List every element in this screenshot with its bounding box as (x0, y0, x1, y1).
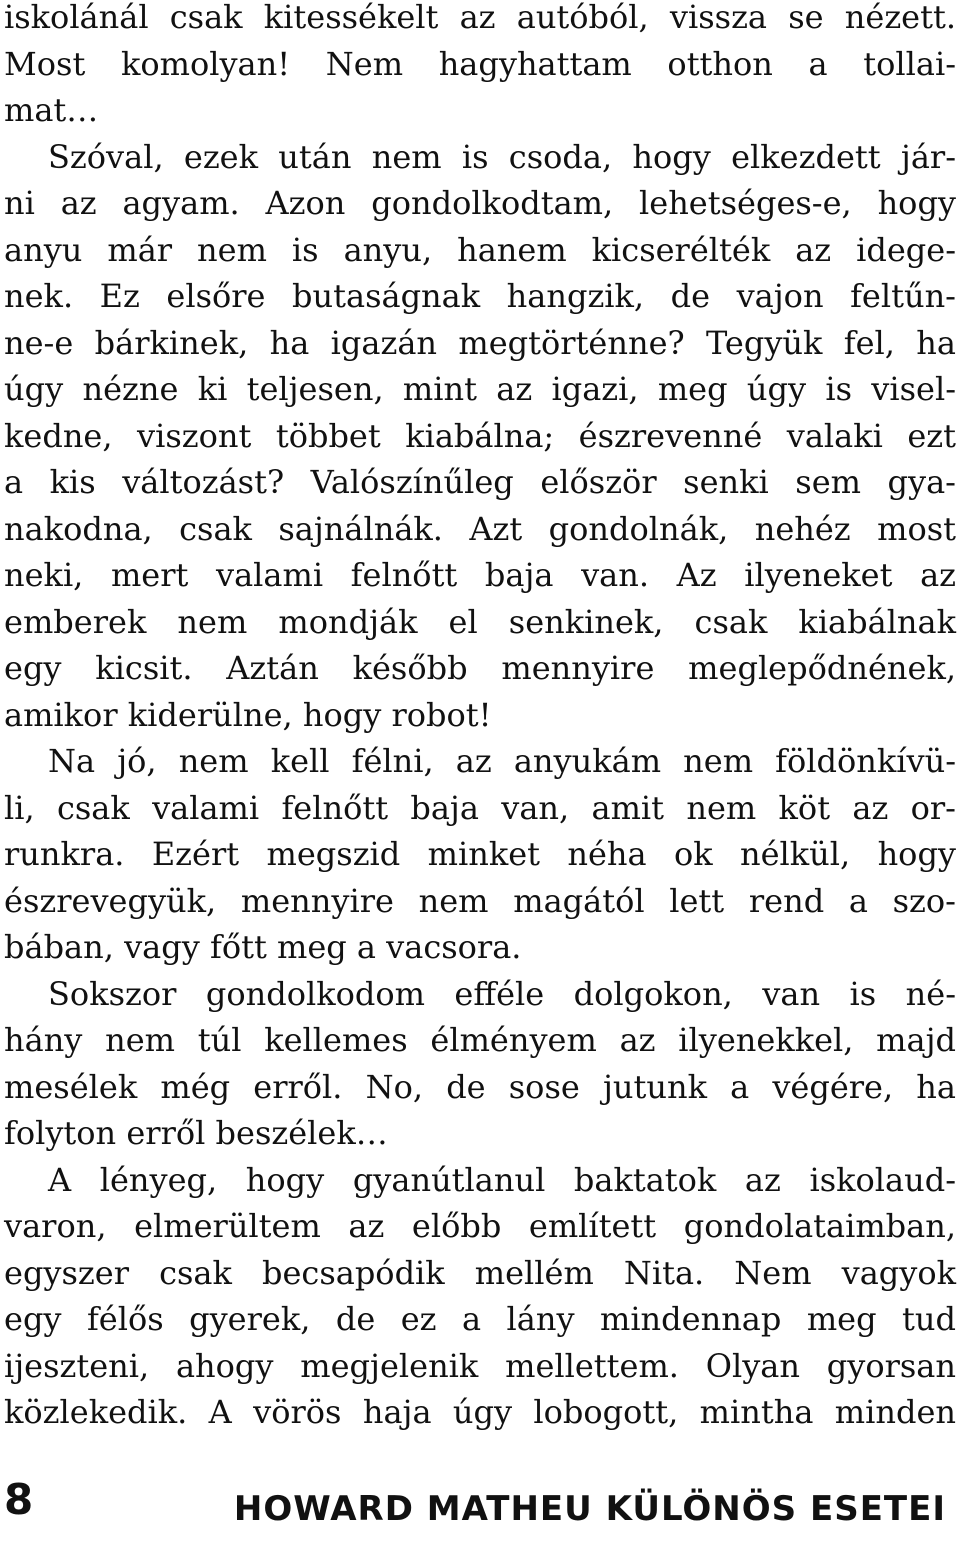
text-line: amikor kiderülne, hogy robot! (4, 695, 492, 734)
text-line: A lényeg, hogy gyanútlanul baktatok az iskolaud- (48, 1160, 956, 1199)
text-line: nakodna, csak sajnálnák. Azt gondolnák, nehéz most (4, 509, 956, 548)
text-line: Most komolyan! Nem hagyhattam otthon a tollai- (4, 44, 956, 83)
text-line: li, csak valami felnőtt baja van, amit nem köt az or- (4, 788, 956, 827)
text-line: egyszer csak becsapódik mellém Nita. Nem vagyok (4, 1253, 956, 1292)
text-line: nek. Ez elsőre butaságnak hangzik, de vajon feltűn- (4, 277, 956, 315)
text-line: úgy nézne ki teljesen, mint az igazi, meg úgy is visel- (4, 370, 956, 408)
text-line: mat… (4, 91, 99, 129)
text-line: kedne, viszont többet kiabálna; észrevenné valaki ezt (4, 416, 956, 455)
body-text (4, 0, 956, 1436)
text-line: egy kicsit. Aztán később mennyire meglepődnének, (4, 649, 956, 687)
text-line: varon, elmerültem az előbb említett gondolataimban, (4, 1207, 956, 1245)
text-line: észrevegyük, mennyire nem magától lett rend a szo- (4, 881, 956, 920)
text-line: iskolánál csak kitessékelt az autóból, vissza se nézett. (4, 0, 956, 36)
text-line: runkra. Ezért megszid minket néha ok nélkül, hogy (4, 835, 956, 873)
text-line: ijeszteni, ahogy megjelenik mellettem. Olyan gyorsan (4, 1346, 956, 1385)
text-line: ne-e bárkinek, ha igazán megtörténne? Tegyük fel, ha (4, 323, 956, 362)
page-number: 8 (4, 1475, 34, 1524)
text-line: Sokszor gondolkodom efféle dolgokon, van is né- (48, 974, 956, 1013)
text-line: Na jó, nem kell félni, az anyukám nem földönkívü- (48, 742, 956, 780)
text-line: mesélek még erről. No, de sose jutunk a végére, ha (4, 1067, 956, 1106)
text-line: anyu már nem is anyu, hanem kicserélték az idege- (4, 230, 956, 269)
text-line: közlekedik. A vörös haja úgy lobogott, mintha minden (4, 1393, 956, 1431)
text-line: bában, vagy főtt meg a vacsora. (4, 928, 522, 966)
page-footer (0, 1470, 960, 1540)
text-line: a kis változást? Valószínűleg először senki sem gya- (4, 463, 956, 501)
text-line: hány nem túl kellemes élményem az ilyenekkel, majd (4, 1021, 956, 1059)
text-line: egy félős gyerek, de ez a lány mindennap meg tud (4, 1300, 956, 1338)
text-line: Szóval, ezek után nem is csoda, hogy elkezdett jár- (48, 137, 956, 176)
text-line: ni az agyam. Azon gondolkodtam, lehetséges-e, hogy (4, 184, 956, 222)
text-line: neki, mert valami felnőtt baja van. Az ilyeneket az (4, 556, 956, 594)
running-title: HOWARD MATHEU KÜLÖNÖS ESETEI (233, 1489, 946, 1529)
text-line: emberek nem mondják el senkinek, csak kiabálnak (4, 602, 956, 641)
text-line: folyton erről beszélek… (4, 1114, 388, 1152)
